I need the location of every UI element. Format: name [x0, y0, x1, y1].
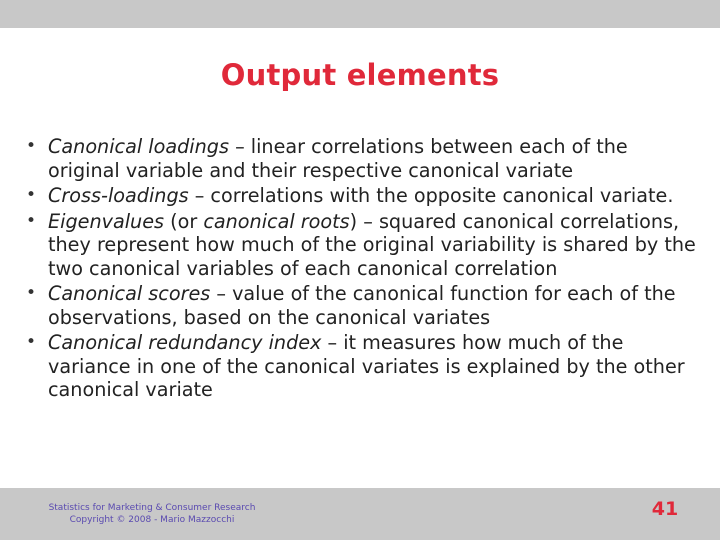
- bullet-canonical-loadings: [24, 135, 704, 182]
- bullet-icon: •: [26, 136, 37, 156]
- bullet-separator: –: [210, 282, 233, 305]
- footer-line-2: Copyright © 2008 - Mario Mazzocchi: [69, 515, 235, 525]
- footer-band: [0, 488, 720, 540]
- bullet-canonical-scores: [24, 282, 704, 329]
- top-band: [0, 0, 720, 28]
- bullet-term: Canonical loadings: [48, 135, 229, 158]
- bullet-term: Canonical scores: [48, 282, 211, 305]
- bullet-separator: –: [228, 135, 251, 158]
- slide-body: [0, 28, 720, 488]
- bullet-icon: •: [26, 185, 37, 205]
- bullet-cross-loadings: [24, 184, 704, 208]
- bullet-separator: –: [188, 184, 211, 207]
- bullet-text: it measures how much of the variance in one of the canonical variates is explained by the other canonical variate: [48, 331, 685, 401]
- bullet-text: linear correlations between each of the original variable and their respective canonical variate: [48, 135, 628, 182]
- bullet-text: correlations with the opposite canonical variate.: [210, 184, 674, 207]
- bullet-icon: •: [26, 283, 37, 303]
- bullet-term: Eigenvalues: [48, 209, 165, 233]
- bullet-separator: ) –: [349, 209, 379, 233]
- bullet-separator: –: [321, 331, 344, 354]
- bullet-term: Canonical redundancy index: [48, 331, 322, 354]
- bullet-text: value of the canonical function for each of the observations, based on the canonical variates: [48, 282, 676, 329]
- slide-title: Output elements: [220, 58, 500, 92]
- footer-line-1: Statistics for Marketing & Consumer Research: [48, 503, 256, 513]
- bullet-text: squared canonical correlations, they represent how much of the original variability is shared by the two canonical variables of each canonical correlation: [48, 209, 696, 280]
- bullet-text-fragment: (or: [164, 209, 204, 233]
- bullet-eigenvalues: [24, 210, 704, 281]
- footer-credits: [32, 502, 272, 526]
- bullet-list: [24, 135, 704, 404]
- bullet-term: Cross-loadings: [48, 184, 189, 207]
- bullet-term-secondary: canonical roots: [203, 209, 350, 233]
- bullet-canonical-redundancy-index: [24, 331, 704, 402]
- bullet-icon: •: [26, 210, 37, 231]
- page-number: 41: [651, 498, 679, 520]
- bullet-icon: •: [26, 332, 37, 352]
